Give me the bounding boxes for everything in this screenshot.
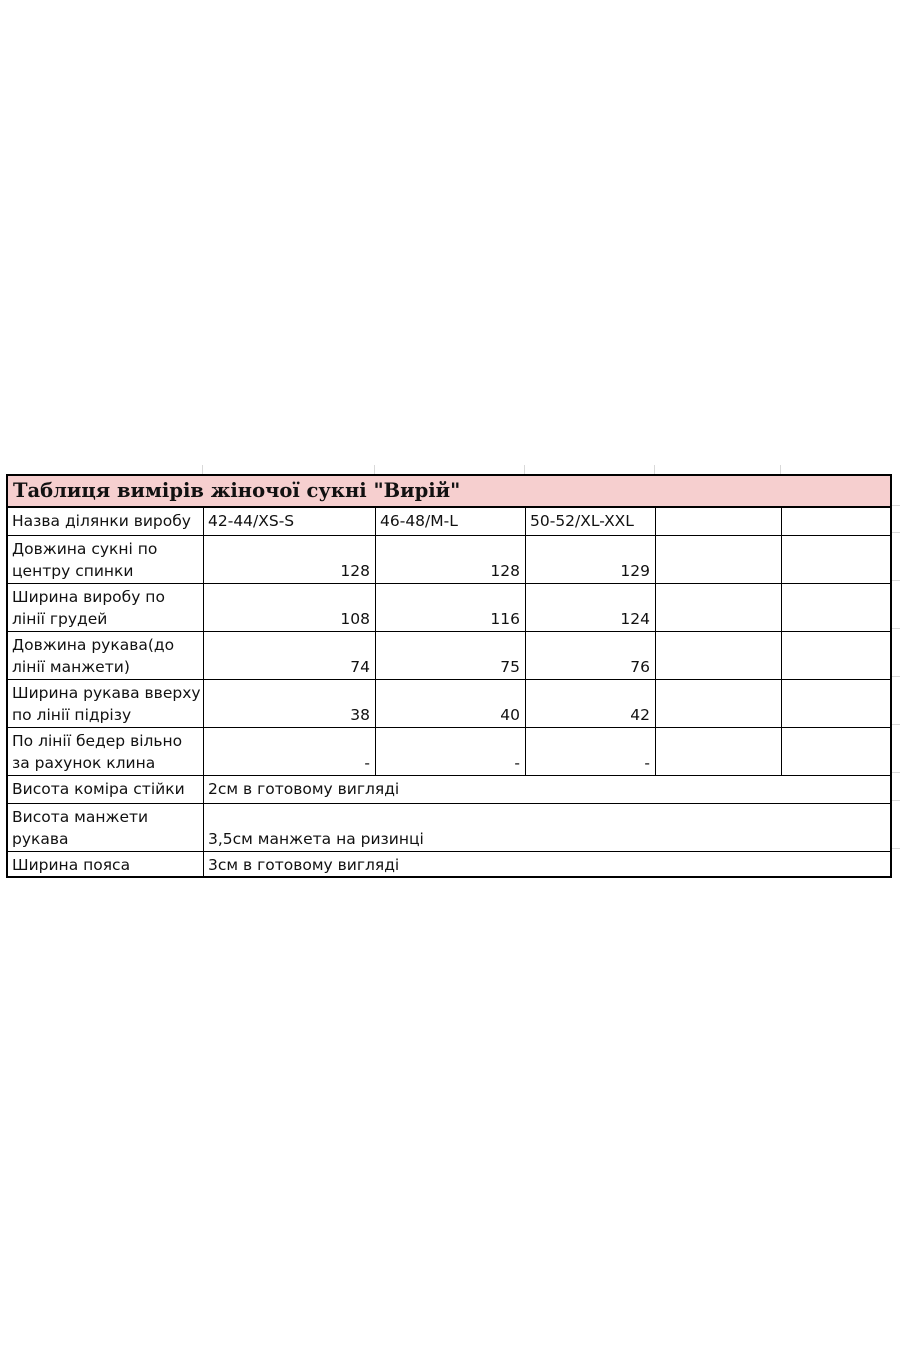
row-value-size-2[interactable]: - bbox=[376, 727, 526, 775]
note-label-cell[interactable] bbox=[8, 851, 204, 876]
row-label-line-1: По лінії бедер вільно bbox=[12, 732, 183, 750]
gridline bbox=[892, 532, 900, 533]
row-value-size-1[interactable]: 38 bbox=[204, 679, 376, 727]
row-label-line-2: центру спинки bbox=[12, 562, 134, 580]
empty-cell[interactable] bbox=[782, 727, 890, 775]
empty-cell[interactable] bbox=[656, 535, 782, 583]
row-label-cell[interactable] bbox=[8, 679, 204, 727]
note-value-cell[interactable]: 3см в готовому вигляді bbox=[204, 851, 890, 876]
row-label-line-1: Довжина сукні по bbox=[12, 540, 158, 558]
header-size-3[interactable]: 50-52/XL-XXL bbox=[526, 508, 656, 535]
row-label-cell[interactable] bbox=[8, 727, 204, 775]
gridline bbox=[892, 800, 900, 801]
row-value-size-1[interactable]: 128 bbox=[204, 535, 376, 583]
gridline bbox=[892, 676, 900, 677]
note-value-cell[interactable]: 2см в готовому вигляді bbox=[204, 775, 890, 803]
row-label-line-1: Ширина виробу по bbox=[12, 588, 165, 606]
gridline bbox=[892, 628, 900, 629]
row-value-size-3[interactable]: 124 bbox=[526, 583, 656, 631]
note-label-line-1: Висота манжети bbox=[12, 808, 149, 826]
row-value-size-2[interactable]: 40 bbox=[376, 679, 526, 727]
row-value-size-3[interactable]: 42 bbox=[526, 679, 656, 727]
empty-cell[interactable] bbox=[656, 583, 782, 631]
empty-cell[interactable] bbox=[656, 727, 782, 775]
row-label-line-2: по лінії підрізу bbox=[12, 706, 132, 724]
note-label-cell[interactable] bbox=[8, 775, 204, 803]
row-value-size-1[interactable]: 74 bbox=[204, 631, 376, 679]
empty-cell[interactable] bbox=[782, 583, 890, 631]
row-value-size-3[interactable]: 129 bbox=[526, 535, 656, 583]
note-label-line-2: рукава bbox=[12, 830, 69, 848]
row-label-cell[interactable] bbox=[8, 631, 204, 679]
empty-cell[interactable] bbox=[782, 508, 890, 535]
empty-cell[interactable] bbox=[656, 679, 782, 727]
empty-cell[interactable] bbox=[782, 631, 890, 679]
row-value-size-2[interactable]: 128 bbox=[376, 535, 526, 583]
header-size-2[interactable]: 46-48/M-L bbox=[376, 508, 526, 535]
measurement-table bbox=[6, 474, 892, 878]
gridline bbox=[892, 505, 900, 506]
note-label: Висота коміра стійки bbox=[12, 780, 185, 798]
row-label-line-2: лінії грудей bbox=[12, 610, 108, 628]
header-size-1[interactable]: 42-44/XS-S bbox=[204, 508, 376, 535]
row-label-line-1: Ширина рукава вверху bbox=[12, 684, 201, 702]
row-label-cell[interactable] bbox=[8, 535, 204, 583]
gridline bbox=[892, 772, 900, 773]
empty-cell[interactable] bbox=[656, 508, 782, 535]
row-value-size-3[interactable]: 76 bbox=[526, 631, 656, 679]
gridline bbox=[892, 724, 900, 725]
row-value-size-2[interactable]: 75 bbox=[376, 631, 526, 679]
row-value-size-2[interactable]: 116 bbox=[376, 583, 526, 631]
note-label-cell[interactable] bbox=[8, 803, 204, 851]
empty-cell[interactable] bbox=[782, 535, 890, 583]
row-label-line-2: лінії манжети) bbox=[12, 658, 130, 676]
note-label: Ширина пояса bbox=[12, 856, 131, 874]
note-value-cell[interactable] bbox=[204, 803, 890, 851]
empty-cell[interactable] bbox=[782, 679, 890, 727]
row-label-line-1: Довжина рукава(до bbox=[12, 636, 175, 654]
row-value-size-1[interactable]: - bbox=[204, 727, 376, 775]
header-label-cell[interactable]: Назва ділянки виробу bbox=[8, 508, 204, 535]
row-label-cell[interactable] bbox=[8, 583, 204, 631]
gridline bbox=[892, 580, 900, 581]
row-value-size-1[interactable]: 108 bbox=[204, 583, 376, 631]
note-value: 3,5см манжета на ризинці bbox=[208, 830, 424, 848]
row-label-line-2: за рахунок клина bbox=[12, 754, 156, 772]
table-title: Таблиця вимірів жіночої сукні "Вирій" bbox=[8, 476, 890, 508]
empty-cell[interactable] bbox=[656, 631, 782, 679]
row-value-size-3[interactable]: - bbox=[526, 727, 656, 775]
gridline bbox=[892, 848, 900, 849]
